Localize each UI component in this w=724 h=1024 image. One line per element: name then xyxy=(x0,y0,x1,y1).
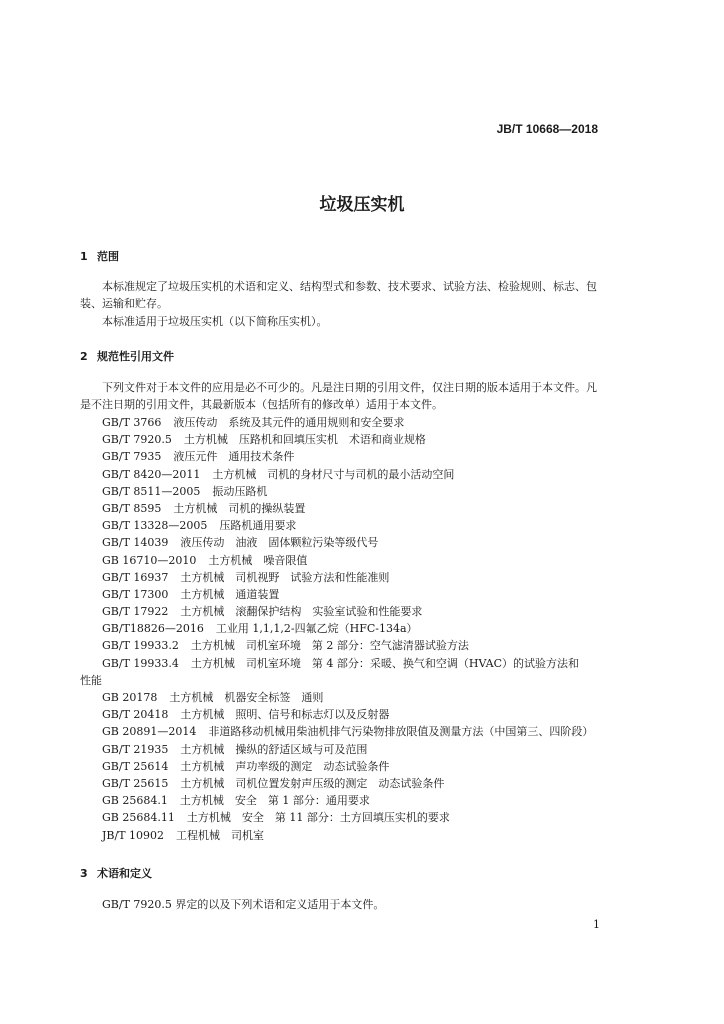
reference-title: 土方机械 司机的身材尺寸与司机的最小活动空间 xyxy=(212,467,455,481)
reference-title: 压路机通用要求 xyxy=(219,519,297,533)
section-heading-terms xyxy=(80,865,152,881)
reference-item xyxy=(80,603,604,620)
standard-code: JB/T 10668—2018 xyxy=(496,122,598,136)
reference-code: GB/T 21935 xyxy=(102,742,169,756)
reference-code: GB/T 7920.5 xyxy=(102,433,172,447)
reference-code: GB 20891—2014 xyxy=(102,725,197,739)
reference-code: GB/T 19933.4 xyxy=(102,656,179,670)
page-number: 1 xyxy=(593,918,600,931)
reference-item xyxy=(80,775,604,792)
reference-title: 工业用 1,1,1,2-四氟乙烷（HFC-134a） xyxy=(215,622,418,636)
reference-code: GB/T 3766 xyxy=(102,416,162,429)
reference-code: GB 25684.11 xyxy=(102,811,175,825)
section-heading-scope xyxy=(80,248,119,264)
reference-title: 土方机械 安全 第 11 部分：土方回填压实机的要求 xyxy=(186,811,450,825)
reference-item xyxy=(80,620,604,637)
terms-intro-text: GB/T 7920.5 界定的以及下列术语和定义适用于本文件。 xyxy=(102,898,385,911)
reference-item xyxy=(80,431,604,448)
reference-title: 土方机械 司机室环境 第 4 部分：采暖、换气和空调（HVAC）的试验方法和 xyxy=(190,656,580,670)
reference-title: 土方机械 操纵的舒适区域与可及范围 xyxy=(180,742,368,756)
reference-code: GB/T 20418 xyxy=(102,708,169,722)
reference-title-continuation: 性能 xyxy=(80,673,102,687)
section-heading-normative-refs xyxy=(80,348,174,364)
reference-title: 土方机械 司机位置发射声压级的测定 动态试验条件 xyxy=(180,776,445,790)
reference-item xyxy=(80,517,604,534)
reference-title: 土方机械 噪音限值 xyxy=(208,553,308,567)
section-title: 术语和定义 xyxy=(97,867,152,880)
reference-item xyxy=(80,723,604,740)
reference-item xyxy=(80,569,604,586)
reference-code: GB/T18826—2016 xyxy=(102,622,204,636)
reference-item xyxy=(80,637,604,654)
scope-text-1: 本标准规定了垃圾压实机的术语和定义、结构型式和参数、技术要求、试验方法、检验规则、标志、包装、运输和贮存。 xyxy=(80,280,597,310)
reference-title: 土方机械 通道装置 xyxy=(180,587,280,601)
reference-code: GB/T 13328—2005 xyxy=(102,519,208,533)
reference-item xyxy=(80,414,604,431)
section-number: 2 xyxy=(80,350,88,363)
section-number: 1 xyxy=(80,250,88,263)
reference-title: 工程机械 司机室 xyxy=(176,828,265,842)
reference-title: 土方机械 司机视野 试验方法和性能准则 xyxy=(180,570,390,584)
reference-item xyxy=(80,706,604,723)
reference-code: GB/T 17922 xyxy=(102,605,169,619)
reference-title: 土方机械 司机室环境 第 2 部分：空气滤清器试验方法 xyxy=(190,639,469,653)
reference-code: GB 25684.1 xyxy=(102,794,168,808)
reference-code: GB/T 19933.2 xyxy=(102,639,179,653)
reference-item xyxy=(80,552,604,569)
section-title: 范围 xyxy=(97,250,119,263)
reference-item xyxy=(80,534,604,551)
reference-title: 土方机械 滚翻保护结构 实验室试验和性能要求 xyxy=(180,605,423,619)
scope-text-2: 本标准适用于垃圾压实机（以下简称压实机）。 xyxy=(102,315,328,328)
reference-title: 土方机械 照明、信号和标志灯以及反射器 xyxy=(180,708,390,722)
reference-item xyxy=(80,741,604,758)
reference-code: GB/T 8511—2005 xyxy=(102,484,201,498)
reference-title: 土方机械 机器安全标签 通则 xyxy=(169,691,324,705)
scope-paragraph-1 xyxy=(80,278,602,312)
reference-title: 土方机械 司机的操纵装置 xyxy=(173,501,306,515)
reference-code: GB/T 8420—2011 xyxy=(102,467,201,481)
terms-intro xyxy=(80,896,602,913)
reference-code: JB/T 10902 xyxy=(102,828,165,842)
reference-item xyxy=(80,758,604,775)
reference-item xyxy=(80,792,604,809)
reference-item xyxy=(80,500,604,517)
reference-code: GB/T 25615 xyxy=(102,776,169,790)
reference-item xyxy=(80,689,604,706)
reference-code: GB/T 8595 xyxy=(102,501,162,515)
section-title: 规范性引用文件 xyxy=(97,350,174,363)
reference-title: 液压元件 通用技术条件 xyxy=(173,450,295,464)
normative-refs-intro xyxy=(80,379,602,413)
reference-item xyxy=(80,827,604,844)
reference-list xyxy=(80,414,604,844)
reference-item xyxy=(80,466,604,483)
reference-item xyxy=(80,655,604,689)
reference-item xyxy=(80,448,604,465)
reference-title: 振动压路机 xyxy=(212,484,268,498)
normative-refs-intro-text: 下列文件对于本文件的应用是必不可少的。凡是注日期的引用文件，仅注日期的版本适用于本文件。凡是不注日期的引用文件，其最新版本（包括所有的修改单）适用于本文件。 xyxy=(80,381,597,411)
reference-item xyxy=(80,483,604,500)
reference-title: 液压传动 油液 固体颗粒污染等级代号 xyxy=(180,536,379,550)
reference-code: GB/T 7935 xyxy=(102,450,162,464)
reference-code: GB 16710—2010 xyxy=(102,553,197,567)
reference-code: GB/T 16937 xyxy=(102,570,169,584)
reference-title: 非道路移动机械用柴油机排气污染物排放限值及测量方法（中国第三、四阶段） xyxy=(208,725,594,739)
reference-code: GB 20178 xyxy=(102,691,158,705)
reference-title: 液压传动 系统及其元件的通用规则和安全要求 xyxy=(173,416,405,429)
reference-code: GB/T 17300 xyxy=(102,587,169,601)
scope-paragraph-2 xyxy=(80,313,602,330)
reference-title: 土方机械 声功率级的测定 动态试验条件 xyxy=(180,759,390,773)
reference-title: 土方机械 压路机和回填压实机 术语和商业规格 xyxy=(183,433,426,447)
section-number: 3 xyxy=(80,867,88,880)
reference-code: GB/T 14039 xyxy=(102,536,169,550)
reference-code: GB/T 25614 xyxy=(102,759,169,773)
reference-title: 土方机械 安全 第 1 部分：通用要求 xyxy=(179,794,370,808)
reference-item xyxy=(80,809,604,826)
page-title: 垃圾压实机 xyxy=(319,195,405,215)
reference-item xyxy=(80,586,604,603)
